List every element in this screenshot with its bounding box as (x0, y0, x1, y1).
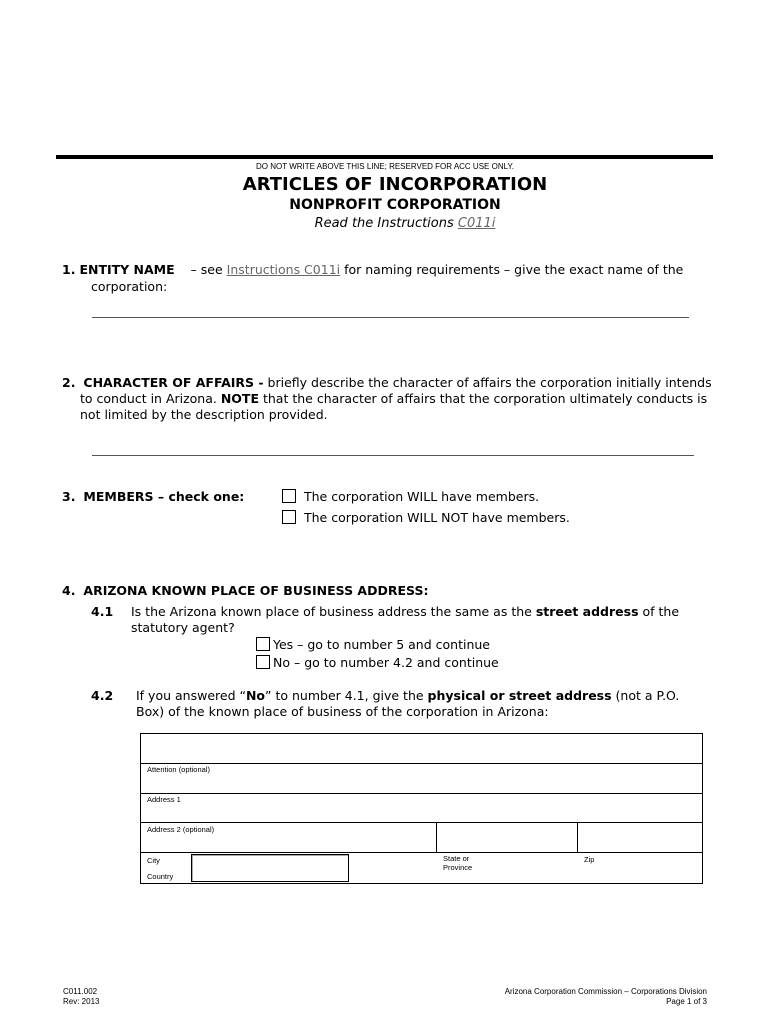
q42-t2: ” to number 4.1, give the (265, 688, 428, 703)
members-will-not-checkbox[interactable] (282, 510, 296, 524)
q42-t3: (not a P.O. (611, 688, 680, 703)
section1-text-after: for naming requirements – give the exact name of the (340, 262, 684, 277)
q42-b2: physical or street address (427, 688, 612, 703)
attention-label: Attention (optional) (147, 765, 210, 774)
section3-number: 3. (62, 489, 76, 504)
character-of-affairs-underline (92, 455, 694, 456)
members-will-label: The corporation WILL have members. (304, 489, 540, 504)
q41-number: 4.1 (91, 604, 114, 619)
state-label (443, 854, 472, 872)
revision: Rev: 2013 (63, 997, 100, 1006)
q42-line2: Box) of the known place of business of the corporation in Arizona: (136, 704, 549, 719)
footer-right (505, 987, 707, 1007)
character-of-affairs-field[interactable] (92, 438, 692, 454)
section1-line2: corporation: (91, 279, 168, 294)
address-name-field[interactable] (145, 742, 695, 758)
entity-name-underline (92, 317, 689, 318)
section2-heading: CHARACTER OF AFFAIRS - (83, 375, 264, 390)
form-code: C011.002 (63, 987, 98, 996)
form-subtitle: NONPROFIT CORPORATION (289, 197, 501, 213)
section2-line3: not limited by the description provided. (80, 407, 328, 422)
city-row-divider (141, 852, 702, 853)
section2-text1: briefly describe the character of affairs the corporation initially intends (263, 375, 712, 390)
section1-heading: ENTITY NAME (79, 262, 175, 277)
page-number: Page 1 of 3 (666, 997, 707, 1006)
q42-line1 (136, 688, 756, 704)
attention-field[interactable] (141, 764, 702, 793)
section4-heading-line (62, 583, 428, 599)
state-label-line2: Province (443, 863, 473, 872)
q41-bold: street address (535, 604, 639, 619)
zip-label: Zip (584, 855, 595, 864)
section1-instructions-link[interactable]: Instructions C011i (226, 262, 341, 277)
section4-number: 4. (62, 583, 76, 598)
section2-line2-before: to conduct in Arizona. (80, 391, 221, 406)
address-form (140, 733, 703, 884)
address1-field[interactable] (141, 794, 702, 822)
country-label: Country (147, 872, 174, 881)
section3-heading-line (62, 489, 244, 505)
section1-line1 (62, 262, 742, 278)
q41-line1 (131, 604, 751, 620)
q42-t1: If you answered “ (136, 688, 246, 703)
section2-line2-after: that the character of affairs that the corporation ultimately conducts is (259, 391, 708, 406)
address2-divider-a (436, 822, 437, 852)
state-field[interactable] (481, 854, 571, 880)
instructions-link[interactable]: C011i (457, 216, 496, 231)
entity-name-field[interactable] (92, 300, 688, 316)
q41-yes-label: Yes – go to number 5 and continue (273, 637, 490, 652)
section2-number: 2. (62, 375, 76, 390)
reserved-note: DO NOT WRITE ABOVE THIS LINE; RESERVED FOR ACC USE ONLY. (256, 162, 514, 171)
q41-line2: statutory agent? (131, 620, 235, 635)
section4-heading: ARIZONA KNOWN PLACE OF BUSINESS ADDRESS: (83, 583, 429, 598)
footer-left (63, 987, 99, 1007)
read-instructions (0, 216, 770, 231)
section3-heading: MEMBERS – check one: (83, 489, 245, 504)
address1-label: Address 1 (147, 795, 181, 804)
zip-field[interactable] (601, 854, 696, 880)
read-prefix: Read the Instructions (314, 216, 458, 231)
state-label-line1: State or (443, 854, 470, 863)
q41-no-checkbox[interactable] (256, 655, 270, 669)
q42-b1: No (245, 688, 266, 703)
section2-note: NOTE (220, 391, 259, 406)
section1-number: 1. (62, 262, 76, 277)
address2-divider-b (577, 822, 578, 852)
q41-yes-checkbox[interactable] (256, 637, 270, 651)
address2-field[interactable] (141, 823, 436, 851)
q41-text-after: of the (638, 604, 680, 619)
members-will-not-label: The corporation WILL NOT have members. (304, 510, 570, 525)
form-title: ARTICLES OF INCORPORATION (242, 174, 548, 195)
q42-number: 4.2 (91, 688, 114, 703)
header-rule (56, 155, 713, 159)
city-field[interactable] (191, 854, 349, 882)
q41-no-label: No – go to number 4.2 and continue (273, 655, 499, 670)
section2-line2 (80, 391, 760, 407)
q41-text: Is the Arizona known place of business address the same as the (131, 604, 536, 619)
agency-name: Arizona Corporation Commission – Corporations Division (504, 987, 707, 996)
city-label: City (147, 856, 160, 865)
section1-text: – see (186, 262, 227, 277)
section2-line1 (62, 375, 752, 391)
address2-label: Address 2 (optional) (147, 825, 215, 834)
members-will-checkbox[interactable] (282, 489, 296, 503)
